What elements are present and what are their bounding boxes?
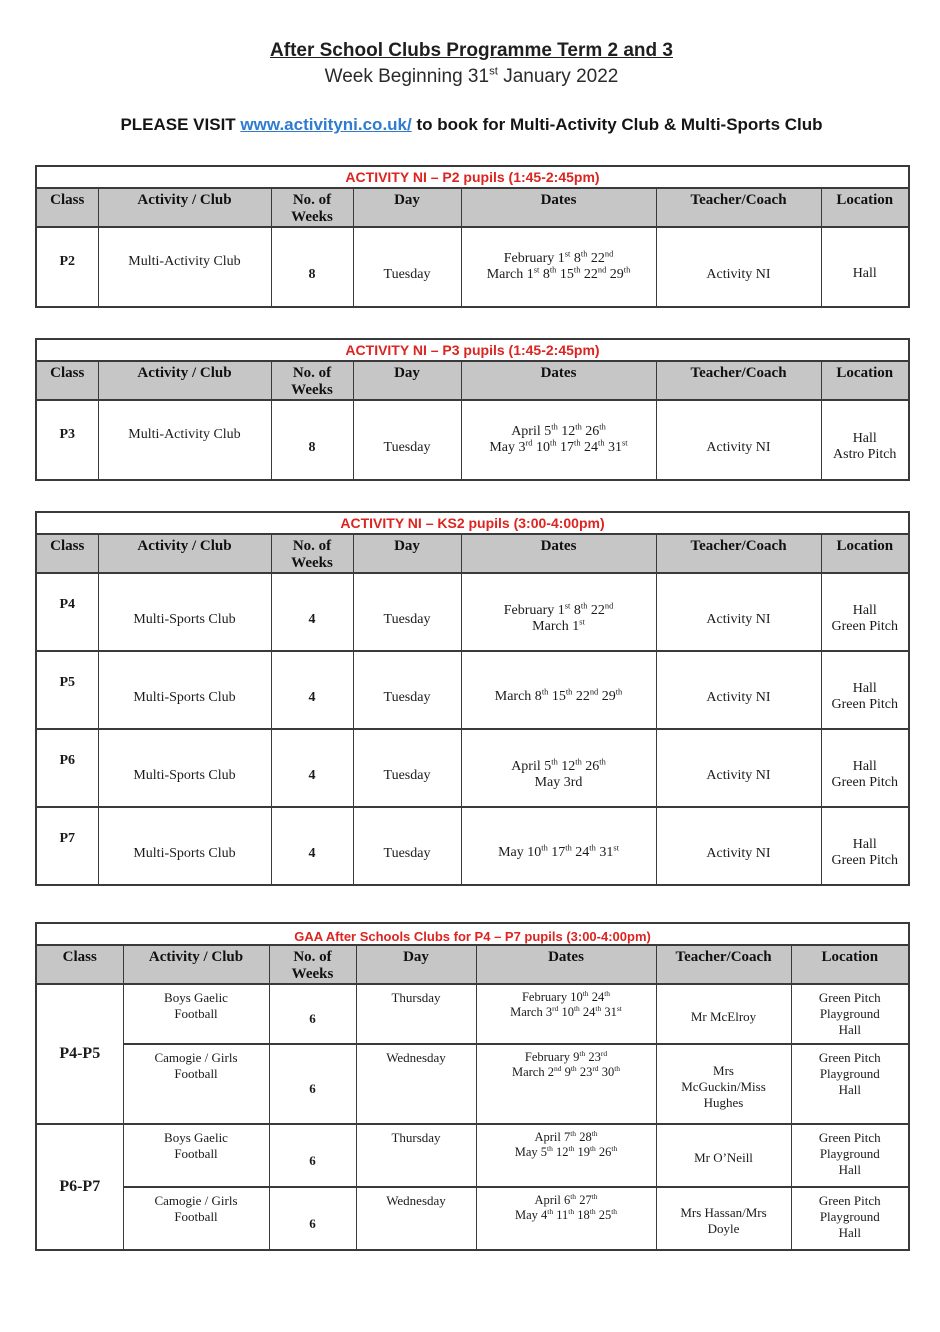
cell-dates: April 5th 12th 26th May 3rd [461,729,656,807]
cell-class: P4 [36,573,98,651]
col-header-class: Class [36,534,98,573]
cell-location: Hall Green Pitch [821,807,909,885]
table-row [36,227,909,307]
cell-activity: Boys Gaelic Football [123,984,269,1044]
table-row [36,651,909,729]
table-title-row [36,512,909,534]
table-activity-p3 [35,338,910,481]
cell-weeks: 8 [271,227,353,307]
cell-weeks: 4 [271,729,353,807]
cell-class: P7 [36,807,98,885]
cell-weeks: 4 [271,807,353,885]
cell-dates: February 9th 23rd March 2nd 9th 23rd 30th [476,1044,656,1124]
booking-notice [35,115,908,135]
cell-day: Tuesday [353,807,461,885]
cell-class: P2 [36,227,98,307]
cell-location: Green Pitch Playground Hall [791,1044,909,1124]
table-header-row [36,534,909,573]
col-header-day: Day [353,534,461,573]
col-header-day: Day [356,945,476,984]
col-header-weeks: No. of Weeks [271,534,353,573]
col-header-activity: Activity / Club [123,945,269,984]
cell-dates: April 6th 27th May 4th 11th 18th 25th [476,1187,656,1250]
col-header-weeks: No. of Weeks [271,361,353,400]
cell-activity: Multi-Activity Club [98,227,271,307]
table-row [36,1187,909,1250]
table-row [36,807,909,885]
cell-teacher: Mr O’Neill [656,1124,791,1187]
cell-dates: April 7th 28th May 5th 12th 19th 26th [476,1124,656,1187]
table-title: ACTIVITY NI – KS2 pupils (3:00-4:00pm) [36,512,909,534]
table-row [36,573,909,651]
col-header-location: Location [821,188,909,227]
cell-dates: March 8th 15th 22nd 29th [461,651,656,729]
col-header-class: Class [36,945,123,984]
col-header-location: Location [821,534,909,573]
cell-class: P6 [36,729,98,807]
cell-class: P6-P7 [36,1124,123,1250]
cell-day: Tuesday [353,227,461,307]
table-title-row [36,339,909,361]
col-header-teacher: Teacher/Coach [656,534,821,573]
table-title: ACTIVITY NI – P2 pupils (1:45-2:45pm) [36,166,909,188]
cell-weeks: 8 [271,400,353,480]
table-title: GAA After Schools Clubs for P4 – P7 pupils (3:00-4:00pm) [36,923,909,945]
cell-location: Hall Green Pitch [821,573,909,651]
table-activity-ks2 [35,511,910,886]
cell-weeks: 6 [269,1124,356,1187]
table-title-row [36,923,909,945]
notice-suffix: to book for Multi-Activity Club & Multi-Sports Club [416,115,823,134]
col-header-teacher: Teacher/Coach [656,945,791,984]
cell-day: Tuesday [353,729,461,807]
cell-dates: April 5th 12th 26th May 3rd 10th 17th 24th 31st [461,400,656,480]
col-header-class: Class [36,188,98,227]
table-row [36,729,909,807]
cell-activity: Multi-Sports Club [98,729,271,807]
cell-weeks: 4 [271,651,353,729]
cell-teacher: Activity NI [656,573,821,651]
activityni-link[interactable]: www.activityni.co.uk/ [240,115,412,134]
page-title: After School Clubs Programme Term 2 and 3 [270,40,673,61]
cell-location: Green Pitch Playground Hall [791,1124,909,1187]
table-row [36,1124,909,1187]
cell-teacher: Mrs Hassan/Mrs Doyle [656,1187,791,1250]
cell-day: Wednesday [356,1044,476,1124]
cell-activity: Multi-Sports Club [98,573,271,651]
table-row [36,1044,909,1124]
cell-activity: Multi-Sports Club [98,807,271,885]
cell-weeks: 6 [269,984,356,1044]
cell-day: Thursday [356,1124,476,1187]
col-header-activity: Activity / Club [98,361,271,400]
col-header-class: Class [36,361,98,400]
cell-dates: February 1st 8th 22nd March 1st 8th 15th 22nd 29th [461,227,656,307]
cell-teacher: Activity NI [656,651,821,729]
col-header-weeks: No. of Weeks [269,945,356,984]
col-header-location: Location [821,361,909,400]
cell-location: Hall [821,227,909,307]
cell-day: Tuesday [353,573,461,651]
col-header-dates: Dates [461,361,656,400]
cell-teacher: Activity NI [656,729,821,807]
table-row [36,984,909,1044]
cell-day: Tuesday [353,651,461,729]
cell-location: Green Pitch Playground Hall [791,984,909,1044]
col-header-dates: Dates [476,945,656,984]
col-header-day: Day [353,361,461,400]
cell-day: Thursday [356,984,476,1044]
cell-dates: May 10th 17th 24th 31st [461,807,656,885]
cell-teacher: Activity NI [656,400,821,480]
cell-activity: Camogie / Girls Football [123,1044,269,1124]
col-header-activity: Activity / Club [98,534,271,573]
cell-dates: February 1st 8th 22nd March 1st [461,573,656,651]
table-title-row [36,166,909,188]
col-header-weeks: No. of Weeks [271,188,353,227]
cell-activity: Multi-Activity Club [98,400,271,480]
col-header-teacher: Teacher/Coach [656,361,821,400]
table-title: ACTIVITY NI – P3 pupils (1:45-2:45pm) [36,339,909,361]
cell-activity: Multi-Sports Club [98,651,271,729]
cell-day: Wednesday [356,1187,476,1250]
cell-dates: February 10th 24th March 3rd 10th 24th 31st [476,984,656,1044]
cell-class: P3 [36,400,98,480]
cell-weeks: 4 [271,573,353,651]
table-header-row [36,361,909,400]
cell-day: Tuesday [353,400,461,480]
cell-teacher: Activity NI [656,807,821,885]
notice-prefix: PLEASE VISIT [120,115,236,134]
col-header-activity: Activity / Club [98,188,271,227]
cell-location: Hall Astro Pitch [821,400,909,480]
cell-teacher: Mr McElroy [656,984,791,1044]
cell-class: P4-P5 [36,984,123,1124]
cell-teacher: Mrs McGuckin/Miss Hughes [656,1044,791,1124]
col-header-teacher: Teacher/Coach [656,188,821,227]
col-header-dates: Dates [461,188,656,227]
col-header-dates: Dates [461,534,656,573]
col-header-day: Day [353,188,461,227]
table-header-row [36,188,909,227]
cell-location: Green Pitch Playground Hall [791,1187,909,1250]
table-row [36,400,909,480]
cell-weeks: 6 [269,1044,356,1124]
table-activity-p2 [35,165,910,308]
col-header-location: Location [791,945,909,984]
page-subtitle: Week Beginning 31st January 2022 [324,65,619,87]
cell-activity: Camogie / Girls Football [123,1187,269,1250]
cell-weeks: 6 [269,1187,356,1250]
cell-location: Hall Green Pitch [821,651,909,729]
cell-class: P5 [36,651,98,729]
table-header-row [36,945,909,984]
table-gaa [35,922,910,1251]
cell-teacher: Activity NI [656,227,821,307]
cell-location: Hall Green Pitch [821,729,909,807]
cell-activity: Boys Gaelic Football [123,1124,269,1187]
